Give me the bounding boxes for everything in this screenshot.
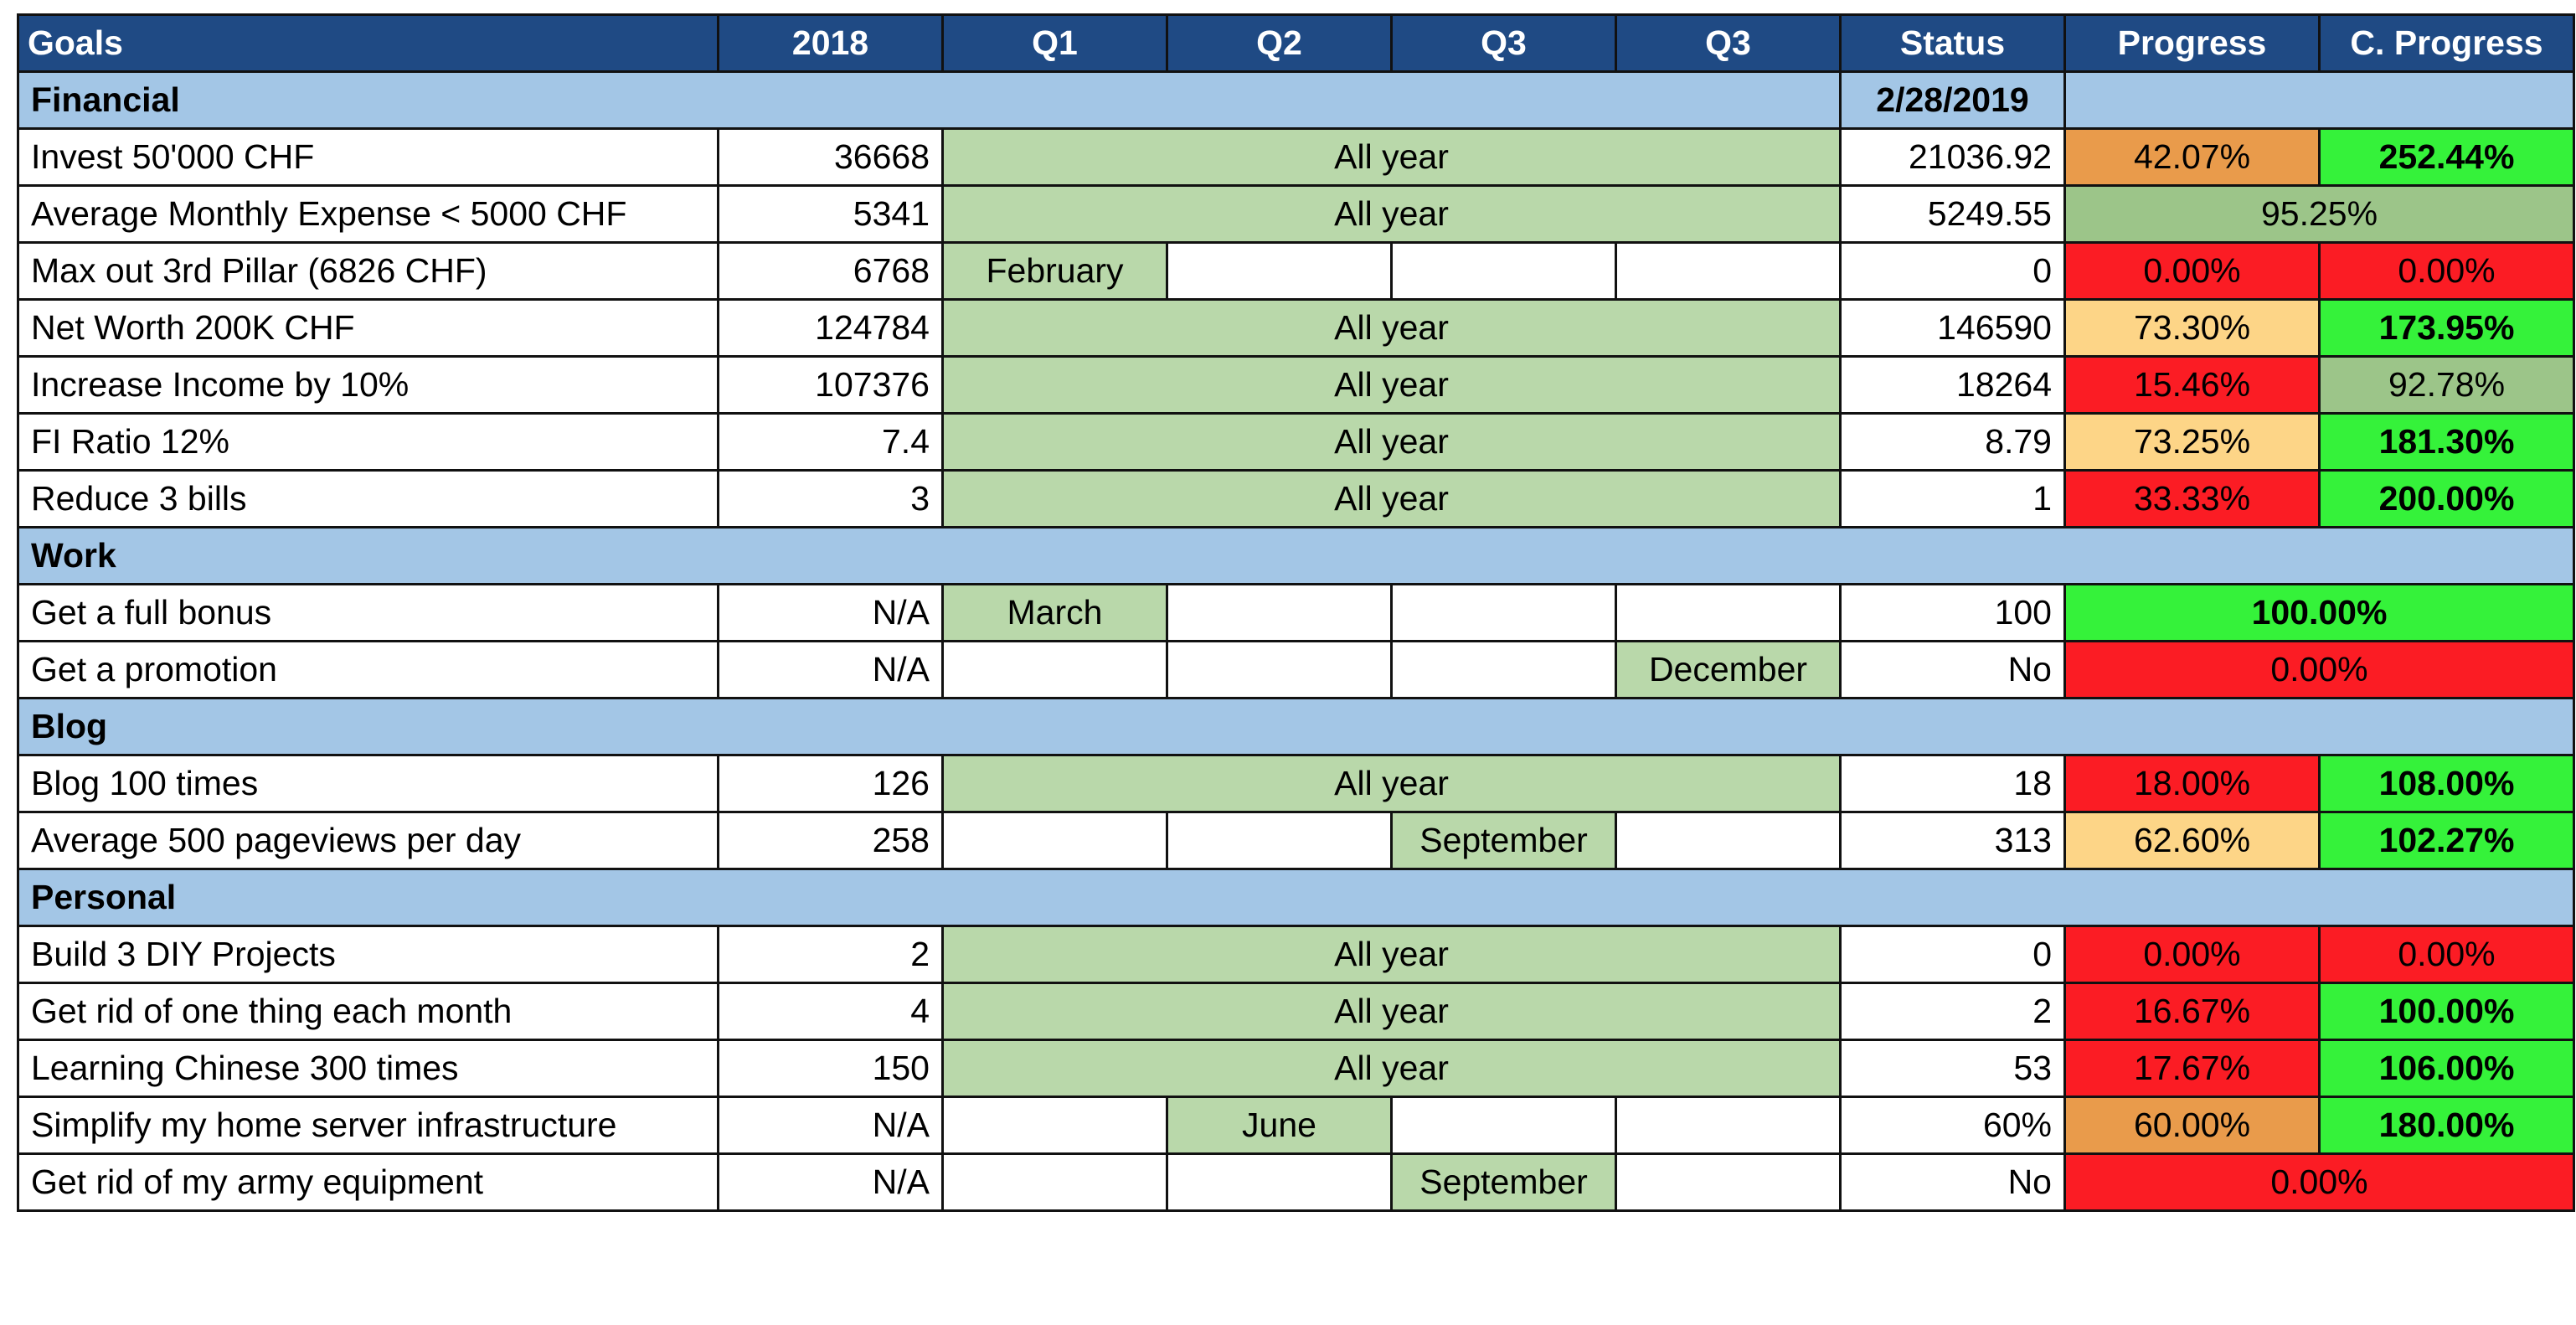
progress-cell[interactable]: 0.00% — [2065, 642, 2574, 699]
table-row — [18, 414, 2574, 471]
baseline-cell[interactable]: N/A — [719, 642, 943, 699]
section-row-personal — [18, 869, 2574, 926]
baseline-cell[interactable]: 4 — [719, 983, 943, 1040]
goal-cell[interactable]: Build 3 DIY Projects — [18, 926, 719, 983]
goal-cell[interactable]: Max out 3rd Pillar (6826 CHF) — [18, 243, 719, 300]
goal-cell[interactable]: Get rid of my army equipment — [18, 1154, 719, 1211]
period-cell[interactable]: September — [1392, 812, 1616, 869]
status-cell[interactable]: 8.79 — [1841, 414, 2065, 471]
quarter-cell[interactable] — [1167, 642, 1392, 699]
progress-cell[interactable]: 0.00% — [2065, 243, 2320, 300]
status-date[interactable]: 2/28/2019 — [1841, 72, 2065, 129]
status-cell[interactable]: 0 — [1841, 926, 2065, 983]
table-row — [18, 585, 2574, 642]
progress-cell[interactable]: 15.46% — [2065, 357, 2320, 414]
c-progress-cell[interactable]: 106.00% — [2320, 1040, 2574, 1097]
quarter-cell[interactable] — [1616, 812, 1841, 869]
baseline-cell[interactable]: 36668 — [719, 129, 943, 186]
table-row — [18, 1097, 2574, 1154]
goal-cell[interactable]: Net Worth 200K CHF — [18, 300, 719, 357]
status-cell[interactable]: 53 — [1841, 1040, 2065, 1097]
c-progress-cell[interactable]: 102.27% — [2320, 812, 2574, 869]
progress-cell[interactable]: 100.00% — [2065, 585, 2574, 642]
progress-cell[interactable]: 0.00% — [2065, 1154, 2574, 1211]
header-q1[interactable]: Q1 — [943, 15, 1167, 72]
table-row — [18, 983, 2574, 1040]
section-filler[interactable] — [2065, 72, 2574, 129]
goal-cell[interactable]: Get rid of one thing each month — [18, 983, 719, 1040]
table-row — [18, 186, 2574, 243]
header-progress[interactable]: Progress — [2065, 15, 2320, 72]
status-cell[interactable]: No — [1841, 642, 2065, 699]
c-progress-cell[interactable]: 0.00% — [2320, 926, 2574, 983]
c-progress-cell[interactable]: 200.00% — [2320, 471, 2574, 528]
quarter-cell[interactable] — [943, 642, 1167, 699]
section-row-blog — [18, 699, 2574, 755]
table-row — [18, 642, 2574, 699]
baseline-cell[interactable]: 150 — [719, 1040, 943, 1097]
period-cell[interactable]: June — [1167, 1097, 1392, 1154]
goal-cell[interactable]: Average Monthly Expense < 5000 CHF — [18, 186, 719, 243]
table-row — [18, 243, 2574, 300]
table-row — [18, 357, 2574, 414]
baseline-cell[interactable]: 7.4 — [719, 414, 943, 471]
status-cell[interactable]: 1 — [1841, 471, 2065, 528]
quarter-cell[interactable] — [1167, 812, 1392, 869]
header-goals[interactable]: Goals — [18, 15, 719, 72]
header-q2[interactable]: Q2 — [1167, 15, 1392, 72]
goal-cell[interactable]: Invest 50'000 CHF — [18, 129, 719, 186]
period-cell[interactable]: All year — [943, 129, 1841, 186]
header-status[interactable]: Status — [1841, 15, 2065, 72]
section-title[interactable]: Financial — [18, 72, 1841, 129]
period-cell[interactable]: All year — [943, 300, 1841, 357]
goal-cell[interactable]: Simplify my home server infrastructure — [18, 1097, 719, 1154]
table-row — [18, 129, 2574, 186]
c-progress-cell[interactable]: 0.00% — [2320, 243, 2574, 300]
quarter-cell[interactable] — [1616, 243, 1841, 300]
table-row — [18, 926, 2574, 983]
goal-cell[interactable]: Get a full bonus — [18, 585, 719, 642]
baseline-cell[interactable]: 5341 — [719, 186, 943, 243]
section-row-financial — [18, 72, 2574, 129]
progress-cell[interactable]: 73.25% — [2065, 414, 2320, 471]
c-progress-cell[interactable]: 100.00% — [2320, 983, 2574, 1040]
period-cell[interactable]: All year — [943, 357, 1841, 414]
status-cell[interactable]: 0 — [1841, 243, 2065, 300]
quarter-cell[interactable] — [1616, 585, 1841, 642]
progress-cell[interactable]: 62.60% — [2065, 812, 2320, 869]
table-row — [18, 300, 2574, 357]
period-cell[interactable]: February — [943, 243, 1167, 300]
baseline-cell[interactable]: 258 — [719, 812, 943, 869]
period-cell[interactable]: All year — [943, 186, 1841, 243]
progress-cell[interactable]: 60.00% — [2065, 1097, 2320, 1154]
goal-cell[interactable]: Get a promotion — [18, 642, 719, 699]
baseline-cell[interactable]: 3 — [719, 471, 943, 528]
status-cell[interactable]: 313 — [1841, 812, 2065, 869]
goals-table — [17, 13, 2575, 1212]
period-cell[interactable]: All year — [943, 983, 1841, 1040]
status-cell[interactable]: No — [1841, 1154, 2065, 1211]
table-row — [18, 471, 2574, 528]
quarter-cell[interactable] — [1392, 243, 1616, 300]
section-row-work — [18, 528, 2574, 585]
baseline-cell[interactable]: 107376 — [719, 357, 943, 414]
goal-cell[interactable]: Blog 100 times — [18, 755, 719, 812]
progress-cell[interactable]: 42.07% — [2065, 129, 2320, 186]
goal-cell[interactable]: Increase Income by 10% — [18, 357, 719, 414]
c-progress-cell[interactable]: 252.44% — [2320, 129, 2574, 186]
quarter-cell[interactable] — [1167, 1154, 1392, 1211]
section-title[interactable]: Work — [18, 528, 2574, 585]
c-progress-cell[interactable]: 181.30% — [2320, 414, 2574, 471]
progress-cell[interactable]: 73.30% — [2065, 300, 2320, 357]
table-row — [18, 812, 2574, 869]
baseline-cell[interactable]: 126 — [719, 755, 943, 812]
period-cell[interactable]: All year — [943, 471, 1841, 528]
c-progress-cell[interactable]: 173.95% — [2320, 300, 2574, 357]
quarter-cell[interactable] — [1616, 1097, 1841, 1154]
goal-cell[interactable]: Learning Chinese 300 times — [18, 1040, 719, 1097]
progress-cell[interactable]: 0.00% — [2065, 926, 2320, 983]
baseline-cell[interactable]: 6768 — [719, 243, 943, 300]
goal-cell[interactable]: FI Ratio 12% — [18, 414, 719, 471]
c-progress-cell[interactable]: 108.00% — [2320, 755, 2574, 812]
period-cell[interactable]: September — [1392, 1154, 1616, 1211]
quarter-cell[interactable] — [1167, 243, 1392, 300]
period-cell[interactable]: March — [943, 585, 1167, 642]
status-cell[interactable]: 60% — [1841, 1097, 2065, 1154]
table-row — [18, 1040, 2574, 1097]
table-row — [18, 755, 2574, 812]
progress-cell[interactable]: 17.67% — [2065, 1040, 2320, 1097]
status-cell[interactable]: 146590 — [1841, 300, 2065, 357]
quarter-cell[interactable] — [943, 1154, 1167, 1211]
progress-cell[interactable]: 95.25% — [2065, 186, 2574, 243]
goal-cell[interactable]: Reduce 3 bills — [18, 471, 719, 528]
quarter-cell[interactable] — [943, 812, 1167, 869]
header-2018[interactable]: 2018 — [719, 15, 943, 72]
status-cell[interactable]: 100 — [1841, 585, 2065, 642]
header-q3[interactable]: Q3 — [1392, 15, 1616, 72]
period-cell[interactable]: All year — [943, 926, 1841, 983]
status-cell[interactable]: 2 — [1841, 983, 2065, 1040]
progress-cell[interactable]: 33.33% — [2065, 471, 2320, 528]
table-row — [18, 1154, 2574, 1211]
quarter-cell[interactable] — [1167, 585, 1392, 642]
c-progress-cell[interactable]: 92.78% — [2320, 357, 2574, 414]
header-q4[interactable]: Q3 — [1616, 15, 1841, 72]
baseline-cell[interactable]: N/A — [719, 1097, 943, 1154]
period-cell[interactable]: All year — [943, 414, 1841, 471]
baseline-cell[interactable]: N/A — [719, 1154, 943, 1211]
quarter-cell[interactable] — [1392, 642, 1616, 699]
header-row — [18, 15, 2574, 72]
status-cell[interactable]: 18264 — [1841, 357, 2065, 414]
quarter-cell[interactable] — [1392, 1097, 1616, 1154]
baseline-cell[interactable]: 2 — [719, 926, 943, 983]
baseline-cell[interactable]: N/A — [719, 585, 943, 642]
baseline-cell[interactable]: 124784 — [719, 300, 943, 357]
progress-cell[interactable]: 18.00% — [2065, 755, 2320, 812]
status-cell[interactable]: 21036.92 — [1841, 129, 2065, 186]
quarter-cell[interactable] — [1392, 585, 1616, 642]
period-cell[interactable]: December — [1616, 642, 1841, 699]
header-c-progress[interactable]: C. Progress — [2320, 15, 2574, 72]
goal-cell[interactable]: Average 500 pageviews per day — [18, 812, 719, 869]
c-progress-cell[interactable]: 180.00% — [2320, 1097, 2574, 1154]
period-cell[interactable]: All year — [943, 755, 1841, 812]
status-cell[interactable]: 18 — [1841, 755, 2065, 812]
status-cell[interactable]: 5249.55 — [1841, 186, 2065, 243]
section-title[interactable]: Blog — [18, 699, 2574, 755]
progress-cell[interactable]: 16.67% — [2065, 983, 2320, 1040]
quarter-cell[interactable] — [943, 1097, 1167, 1154]
section-title[interactable]: Personal — [18, 869, 2574, 926]
quarter-cell[interactable] — [1616, 1154, 1841, 1211]
period-cell[interactable]: All year — [943, 1040, 1841, 1097]
